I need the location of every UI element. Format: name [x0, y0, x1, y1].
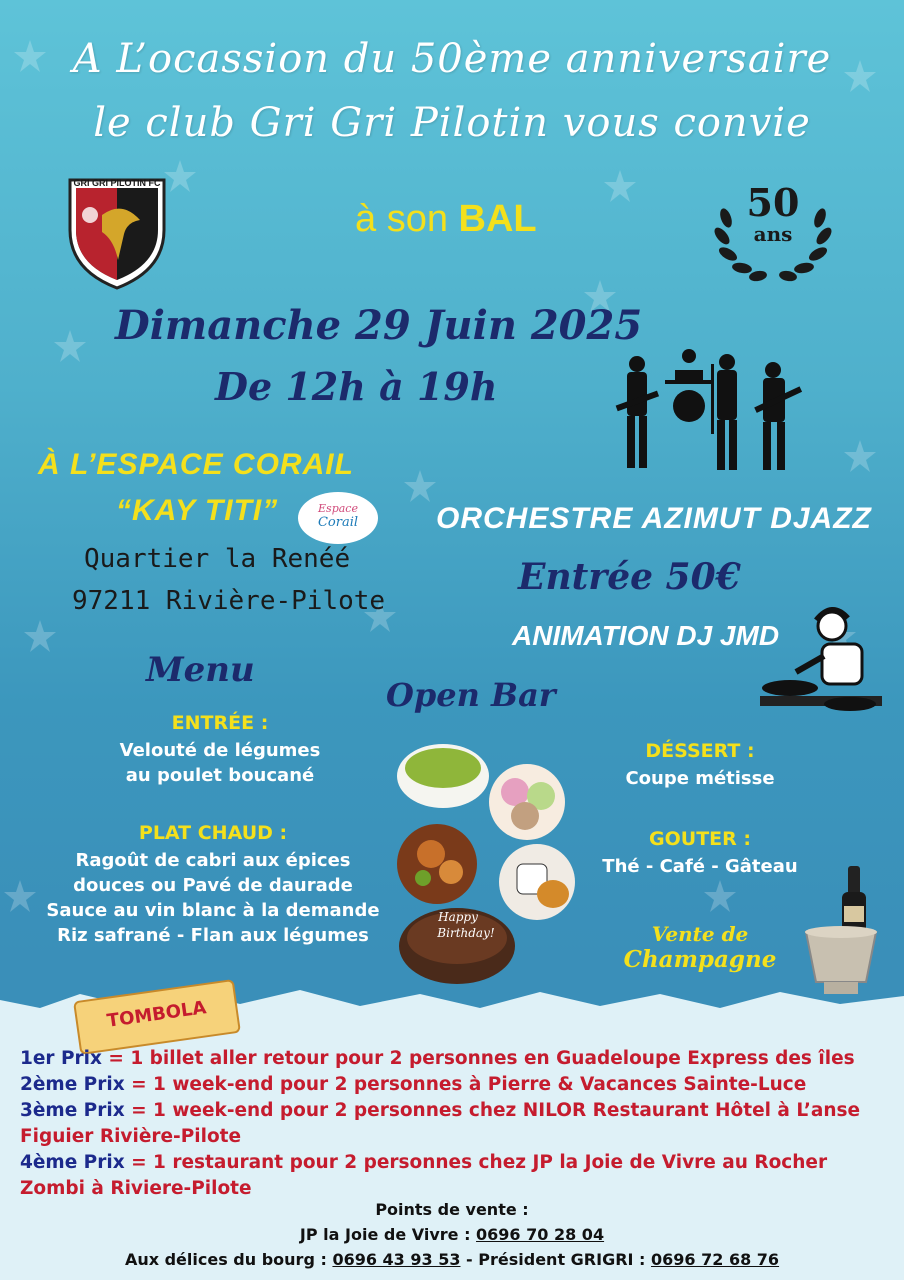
prize-4-text: = 1 restaurant pour 2 personnes chez JP la Joie de Vivre au Rocher: [124, 1152, 828, 1173]
plat-line-1: Ragoût de cabri aux épices: [75, 850, 351, 871]
contact-delices-phone[interactable]: 0696 43 93 53: [332, 1250, 461, 1269]
prize-1-text: = 1 billet aller retour pour 2 personnes en Guadeloupe Express des îles: [101, 1048, 855, 1069]
venue-name-2: “KAY TITI”: [116, 494, 279, 527]
prize-3-text-cont: Figuier Rivière-Pilote: [20, 1126, 242, 1147]
prize-2: [20, 1072, 895, 1098]
contact-delices-label: Aux délices du bourg :: [124, 1250, 333, 1269]
tombola-label: TOMBOLA: [105, 997, 208, 1032]
venue-logo-text-2: Corail: [317, 515, 359, 530]
band-silhouette: [615, 340, 815, 475]
shield-icon: [62, 170, 172, 290]
champagne-line-2: Champagne: [623, 946, 777, 973]
tagline-bal: BAL: [458, 198, 537, 240]
prize-2-label: 2ème Prix: [20, 1074, 125, 1095]
venue-address-1: Quartier la Renéé: [84, 544, 351, 574]
dessert-line-1: Coupe métisse: [625, 768, 775, 789]
prize-4-label: 4ème Prix: [20, 1152, 125, 1173]
venue-logo: [298, 492, 378, 544]
band-icon: [615, 340, 815, 475]
prize-4-text-cont: Zombi à Riviere-Pilote: [20, 1178, 252, 1199]
venue-logo-text-1: Espace: [318, 502, 358, 515]
prize-4: [20, 1150, 895, 1176]
header-line-1: A L’ocassion du 50ème anniversaire: [72, 36, 832, 82]
plat-line-2: douces ou Pavé de daurade: [73, 875, 353, 896]
dessert-heading: DÉSSERT :: [645, 740, 755, 762]
champagne-line-1: Vente de: [651, 922, 749, 946]
badge-number: 50: [746, 180, 800, 225]
plat-line-4: Riz safrané - Flan aux légumes: [57, 925, 369, 946]
contact-jp-label: JP la Joie de Vivre :: [299, 1225, 477, 1244]
gouter-line-1: Thé - Café - Gâteau: [602, 856, 798, 877]
entree-heading: ENTRÉE :: [171, 712, 269, 734]
prize-3-text: = 1 week-end pour 2 personnes chez NILOR Restaurant Hôtel à L’anse: [124, 1100, 861, 1121]
food-icon: [395, 738, 585, 988]
prize-1-label: 1er Prix: [20, 1048, 102, 1069]
plat-heading: PLAT CHAUD :: [138, 822, 288, 844]
entree-line-1: Velouté de légumes: [119, 740, 321, 761]
dessert-section: [580, 740, 820, 791]
contact-jp: [0, 1225, 904, 1244]
plat-section: [8, 822, 418, 948]
dj-illustration: [760, 600, 882, 720]
entree-section: [10, 712, 430, 788]
tagline-prefix: à son: [355, 198, 459, 240]
points-de-vente-title: Points de vente :: [375, 1200, 529, 1219]
contact-others: [0, 1250, 904, 1269]
entree-line-2: au poulet boucané: [125, 765, 315, 786]
open-bar-title: Open Bar: [386, 676, 556, 714]
champagne-icon: [800, 862, 882, 1002]
dj-animation: ANIMATION DJ JMD: [512, 620, 780, 651]
bal-tagline: [355, 198, 537, 241]
champagne-bucket: [800, 862, 882, 1002]
menu-title: Menu: [146, 650, 255, 690]
dj-icon: [760, 600, 882, 720]
anniversary-badge: [708, 178, 838, 288]
club-logo: [62, 170, 172, 290]
contact-separator: -: [460, 1250, 479, 1269]
header-line-2: le club Gri Gri Pilotin vous convie: [93, 100, 811, 146]
prize-3: [20, 1098, 895, 1124]
food-collage: [395, 738, 585, 988]
contact-jp-phone[interactable]: 0696 70 28 04: [476, 1225, 605, 1244]
champagne-section: [600, 922, 800, 973]
cake-text-2: Birthday!: [437, 926, 495, 940]
event-date: Dimanche 29 Juin 2025: [115, 302, 643, 349]
gouter-section: [580, 828, 820, 879]
venue-name-1: À L’ESPACE CORAIL: [38, 448, 354, 481]
orchestra-name: ORCHESTRE AZIMUT DJAZZ: [436, 502, 872, 535]
contact-president-phone[interactable]: 0696 72 68 76: [651, 1250, 780, 1269]
club-logo-text: GRI GRI PILOTIN FC: [73, 178, 161, 188]
prize-1: [20, 1046, 895, 1072]
plat-line-3: Sauce au vin blanc à la demande: [46, 900, 380, 921]
badge-unit: ans: [753, 222, 793, 246]
contact-president-label: Président GRIGRI :: [478, 1250, 652, 1269]
prize-2-text: = 1 week-end pour 2 personnes à Pierre & Vacances Sainte-Luce: [124, 1074, 807, 1095]
entry-price: Entrée 50€: [518, 556, 741, 598]
prize-list: [20, 1046, 895, 1202]
venue-address-2: 97211 Rivière-Pilote: [72, 586, 386, 616]
cake-text-1: Happy: [438, 910, 478, 924]
prize-3-label: 3ème Prix: [20, 1100, 125, 1121]
event-time: De 12h à 19h: [215, 364, 498, 409]
gouter-heading: GOUTER :: [649, 828, 751, 850]
